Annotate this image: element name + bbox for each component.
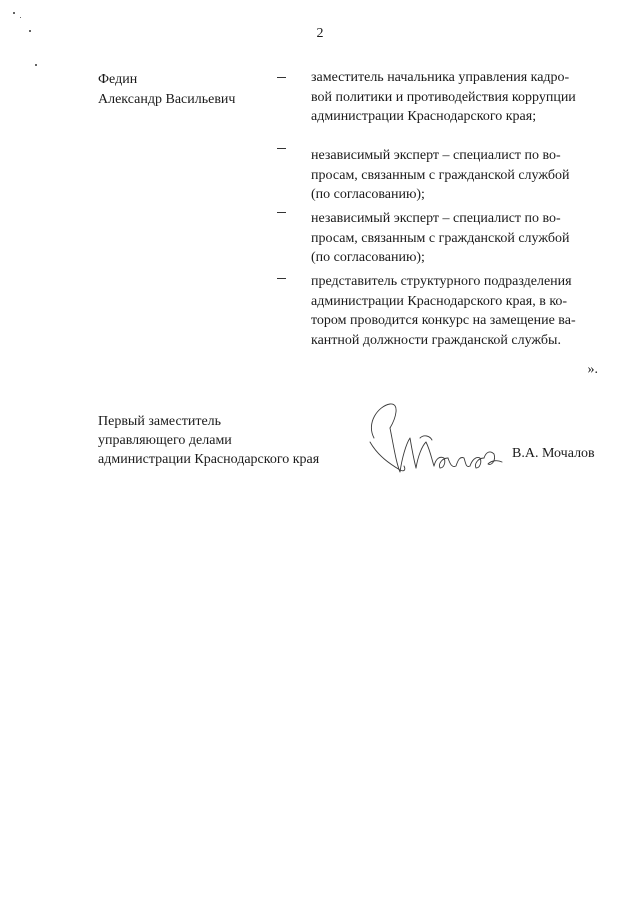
signer-title-line: Первый заместитель xyxy=(98,414,222,429)
member-role xyxy=(311,272,600,350)
closing-quote: ». xyxy=(587,362,598,377)
signer-title xyxy=(98,412,358,469)
member-name xyxy=(98,70,278,110)
handwritten-signature xyxy=(360,398,510,488)
role-line: просам, связанным с гражданской службой xyxy=(311,167,570,183)
role-line: тором проводится конкурс на замещение ва- xyxy=(311,313,576,328)
list-dash xyxy=(277,148,286,149)
scan-speck xyxy=(35,64,37,66)
signer-title-line: администрации Краснодарского края xyxy=(98,452,320,467)
list-dash xyxy=(277,278,286,279)
role-line: просам, связанным с гражданской службой xyxy=(311,230,570,246)
role-line: независимый эксперт – специалист по во- xyxy=(311,211,561,226)
member-role xyxy=(311,209,600,268)
role-line: администрации Краснодарского края, в ко- xyxy=(311,293,568,309)
role-line: (по согласованию); xyxy=(311,187,425,202)
member-given-names: Александр Васильевич xyxy=(98,92,236,107)
scan-speck xyxy=(13,12,15,14)
role-line: кантной должности гражданской службы. xyxy=(311,332,561,348)
list-dash xyxy=(277,77,286,78)
member-role xyxy=(311,146,600,205)
role-line: (по согласованию); xyxy=(311,250,425,265)
list-dash xyxy=(277,212,286,213)
role-line: вой политики и противодействия коррупции xyxy=(311,89,576,105)
page-number: 2 xyxy=(316,26,324,41)
member-role xyxy=(311,68,600,127)
signer-name: В.А. Мочалов xyxy=(512,446,595,461)
member-surname: Федин xyxy=(98,72,138,87)
signer-title-line: управляющего делами xyxy=(98,433,232,448)
role-line: независимый эксперт – специалист по во- xyxy=(311,148,561,163)
role-line: представитель структурного подразделения xyxy=(311,274,572,289)
role-line: заместитель начальника управления кадро- xyxy=(311,70,570,85)
scan-speck xyxy=(20,17,21,18)
role-line: администрации Краснодарского края; xyxy=(311,109,537,124)
